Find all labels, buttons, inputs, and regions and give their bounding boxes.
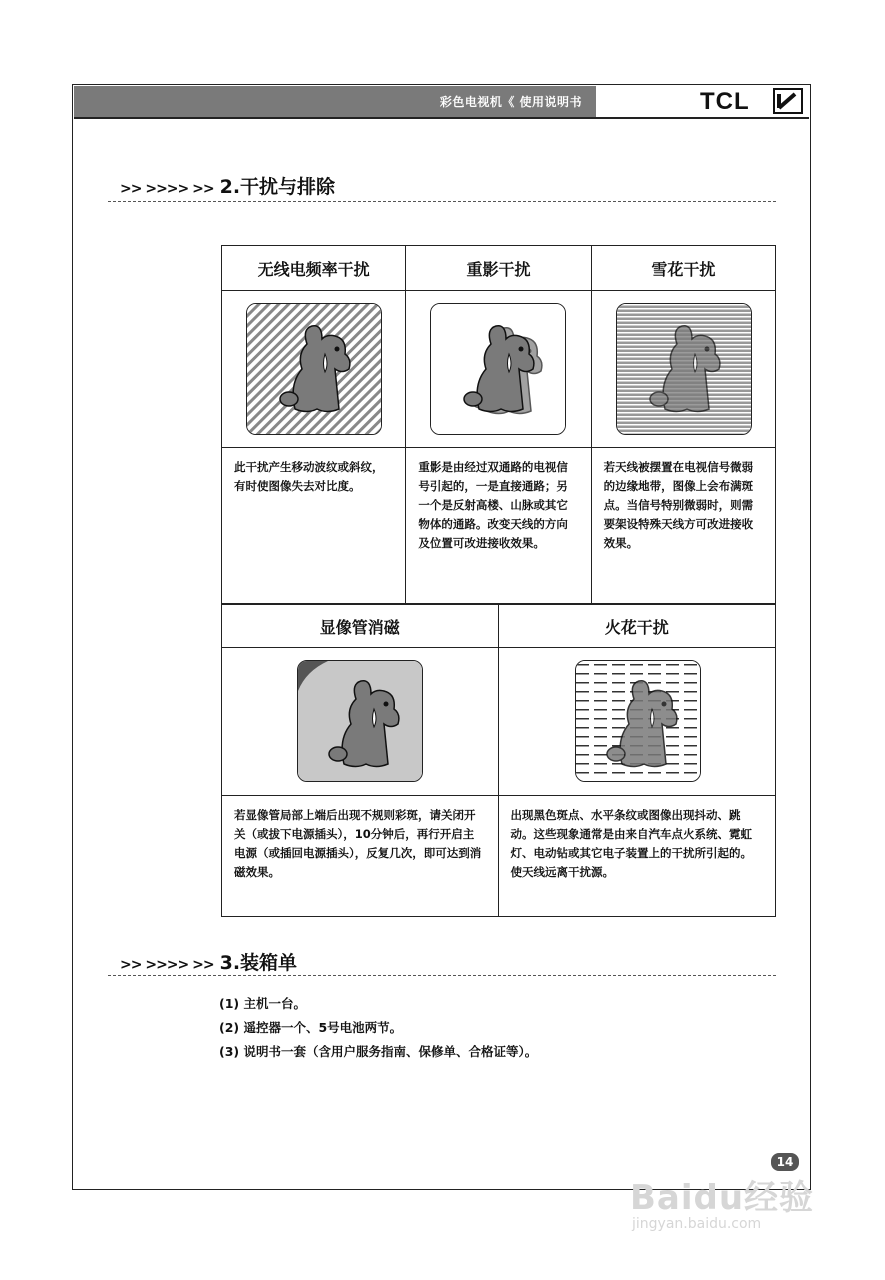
- section-2-divider: [108, 201, 776, 202]
- ghost-picture-cell: [406, 291, 591, 448]
- header-band: [74, 86, 596, 117]
- rf-description: 此干扰产生移动波纹或斜纹，有时使图像失去对比度。: [222, 448, 406, 604]
- rf-interference-image: [246, 303, 382, 435]
- spark-description: 出现黑色斑点、水平条纹或图像出现抖动、跳动。这些现象通常是由来自汽车点火系统、霓虹灯、电动钻或其它电子装置上的干扰所引起的。使天线远离干扰源。: [498, 796, 776, 917]
- header-spark-interference: 火花干扰: [498, 605, 776, 648]
- header-snow-interference: 雪花干扰: [591, 246, 775, 291]
- section-2-heading: [120, 172, 335, 199]
- list-item: (3) 说明书一套（含用户服务指南、保修单、合格证等）。: [219, 1044, 538, 1059]
- watermark-brand: Baidu经验: [630, 1178, 815, 1218]
- degauss-description: 若显像管局部上端后出现不规则彩斑，请关闭开关（或拔下电源插头），10分钟后，再行开启主电源（或插回电源插头），反复几次，即可达到消磁效果。: [222, 796, 499, 917]
- spark-interference-image: [575, 660, 701, 782]
- degauss-picture-cell: [222, 648, 499, 796]
- rf-picture-cell: [222, 291, 406, 448]
- section-3-divider: [108, 975, 776, 976]
- header-rf-interference: 无线电频率干扰: [222, 246, 406, 291]
- header-degaussing: 显像管消磁: [222, 605, 499, 648]
- list-item: (1) 主机一台。: [219, 996, 306, 1011]
- section-3-heading: [120, 948, 297, 975]
- header-ghost-interference: 重影干扰: [406, 246, 591, 291]
- snow-interference-image: [616, 303, 752, 435]
- ghost-description: 重影是由经过双通路的电视信号引起的，一是直接通路；另一个是反射高楼、山脉或其它物体的通路。改变天线的方向及位置可改进接收效果。: [406, 448, 591, 604]
- watermark: [630, 1170, 815, 1232]
- section-2-arrows: >> >>>> >>: [120, 181, 214, 197]
- list-item: (2) 遥控器一个、5号电池两节。: [219, 1020, 403, 1035]
- ghost-interference-image: [430, 303, 566, 435]
- header-rule: [74, 117, 809, 119]
- watermark-url: jingyan.baidu.com: [632, 1216, 762, 1232]
- spark-picture-cell: [498, 648, 776, 796]
- degaussing-image: [297, 660, 423, 782]
- snow-picture-cell: [591, 291, 775, 448]
- interference-table-top: [221, 245, 776, 604]
- section-2-title: 2.干扰与排除: [219, 176, 336, 198]
- tcl-logo: TCL: [700, 88, 750, 115]
- packing-list: [219, 992, 537, 1064]
- snow-description: 若天线被摆置在电视信号微弱的边缘地带，图像上会布满斑点。当信号特别微弱时，则需要架设特殊天线方可改进接收效果。: [591, 448, 775, 604]
- header-title: 彩色电视机《 使用说明书: [439, 95, 582, 109]
- section-3-title: 3.装箱单: [219, 952, 298, 974]
- page-number: 14: [771, 1153, 799, 1171]
- tcl-logo-mark-icon: [773, 88, 803, 114]
- interference-table-bottom: [221, 604, 776, 917]
- section-3-arrows: >> >>>> >>: [120, 957, 214, 973]
